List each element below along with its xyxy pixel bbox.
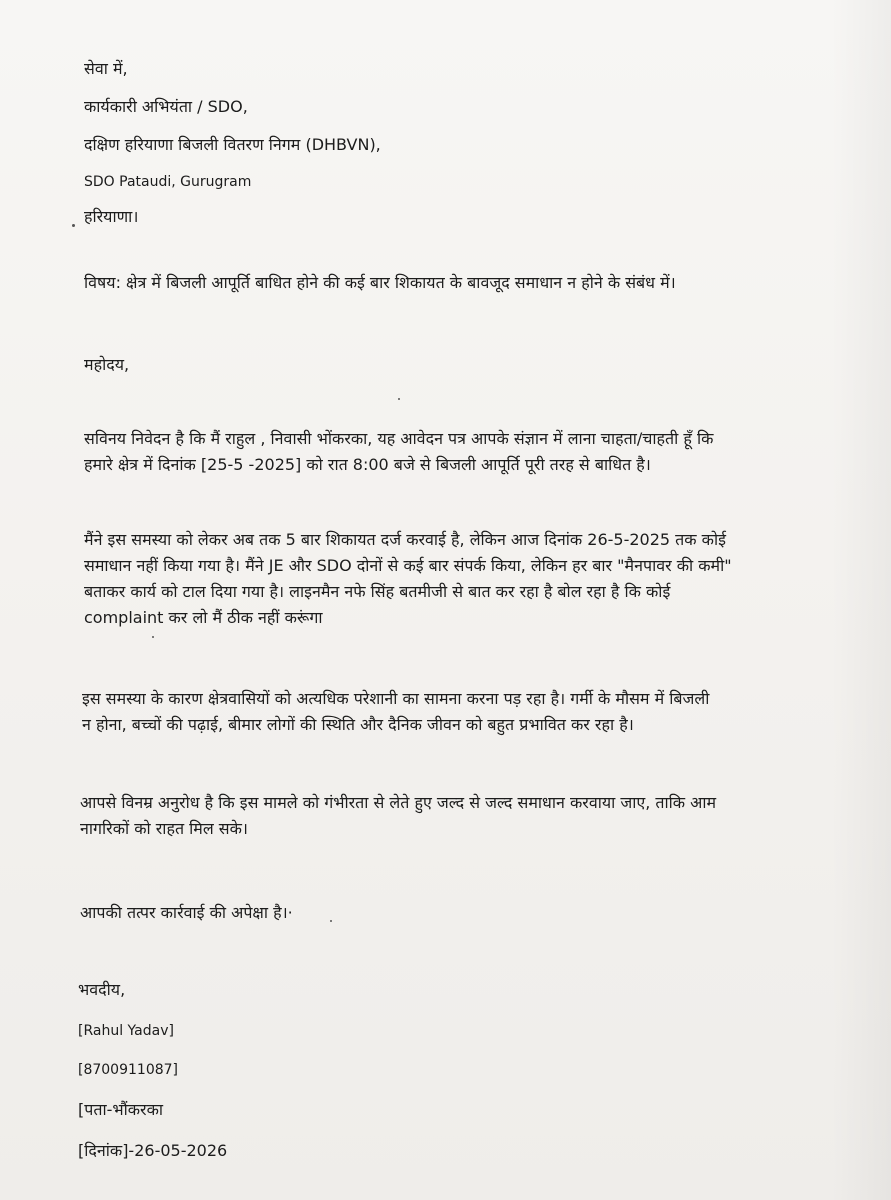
- paragraph-line: हमारे क्षेत्र में दिनांक [25-5 -2025] को रात 8:00 बजे से बिजली आपूर्ति पूरी तरह से बाधित है।: [84, 455, 651, 474]
- paragraph-line: बताकर कार्य को टाल दिया गया है। लाइनमैन नफे सिंह बतमीजी से बात कर रहा है बोल रहा है कि कोई: [84, 582, 671, 601]
- sender-phone: [8700911087]: [78, 1062, 178, 1078]
- valediction: भवदीय,: [78, 980, 126, 999]
- body-paragraph-4: [80, 790, 820, 842]
- greeting: महोदय,: [84, 355, 130, 374]
- recipient-office: SDO Pataudi, Gurugram: [84, 174, 252, 190]
- body-paragraph-3: [82, 686, 822, 738]
- paragraph-line: सविनय निवेदन है कि मैं राहुल , निवासी भोंकरका, यह आवेदन पत्र आपके संज्ञान में लाना चाहता/चाहती हूँ कि: [84, 429, 714, 448]
- paragraph-line: न होना, बच्चों की पढ़ाई, बीमार लोगों की स्थिति और दैनिक जीवन को बहुत प्रभावित कर रहा है।: [82, 715, 634, 734]
- body-paragraph-2: [84, 527, 824, 631]
- paragraph-line: इस समस्या के कारण क्षेत्रवासियों को अत्यधिक परेशानी का सामना करना पड़ रहा है। गर्मी के मौसम में बिजली: [82, 689, 710, 708]
- body-paragraph-1: [84, 426, 824, 478]
- recipient-designation: कार्यकारी अभियंता / SDO,: [84, 97, 248, 116]
- page-edge-shadow: [831, 0, 891, 1200]
- salutation-to: सेवा में,: [84, 59, 128, 78]
- paragraph-line: आपसे विनम्र अनुरोध है कि इस मामले को गंभीरता से लेते हुए जल्द से जल्द समाधान करवाया जाए, ताकि आम: [80, 793, 717, 812]
- paragraph-line: मैंने इस समस्या को लेकर अब तक 5 बार शिकायत दर्ज करवाई है, लेकिन आज दिनांक 26-5-2025 तक कोई: [84, 530, 726, 549]
- scan-speck: [72, 224, 75, 227]
- sender-address: [पता-भौंकरका: [78, 1100, 164, 1119]
- closing-request: आपकी तत्पर कार्रवाई की अपेक्षा है।·: [80, 903, 293, 922]
- recipient-organization: दक्षिण हरियाणा बिजली वितरण निगम (DHBVN),: [84, 135, 381, 154]
- paragraph-line: complaint कर लो मैं ठीक नहीं करूंगा: [84, 608, 323, 627]
- paragraph-line: समाधान नहीं किया गया है। मैंने JE और SDO दोनों से कई बार संपर्क किया, लेकिन हर बार "मैनपावर की कमी": [84, 556, 732, 575]
- scan-speck: [152, 636, 154, 638]
- scan-speck: [330, 920, 332, 922]
- scan-speck: [398, 398, 400, 400]
- subject-line: विषय: क्षेत्र में बिजली आपूर्ति बाधित होने की कई बार शिकायत के बावजूद समाधान न होने के संबंध में।: [84, 273, 676, 292]
- paragraph-line: नागरिकों को राहत मिल सके।: [80, 819, 248, 838]
- recipient-state: हरियाणा।: [84, 207, 139, 226]
- sender-date: [दिनांक]-26-05-2026: [78, 1141, 228, 1160]
- sender-name: [Rahul Yadav]: [78, 1023, 174, 1039]
